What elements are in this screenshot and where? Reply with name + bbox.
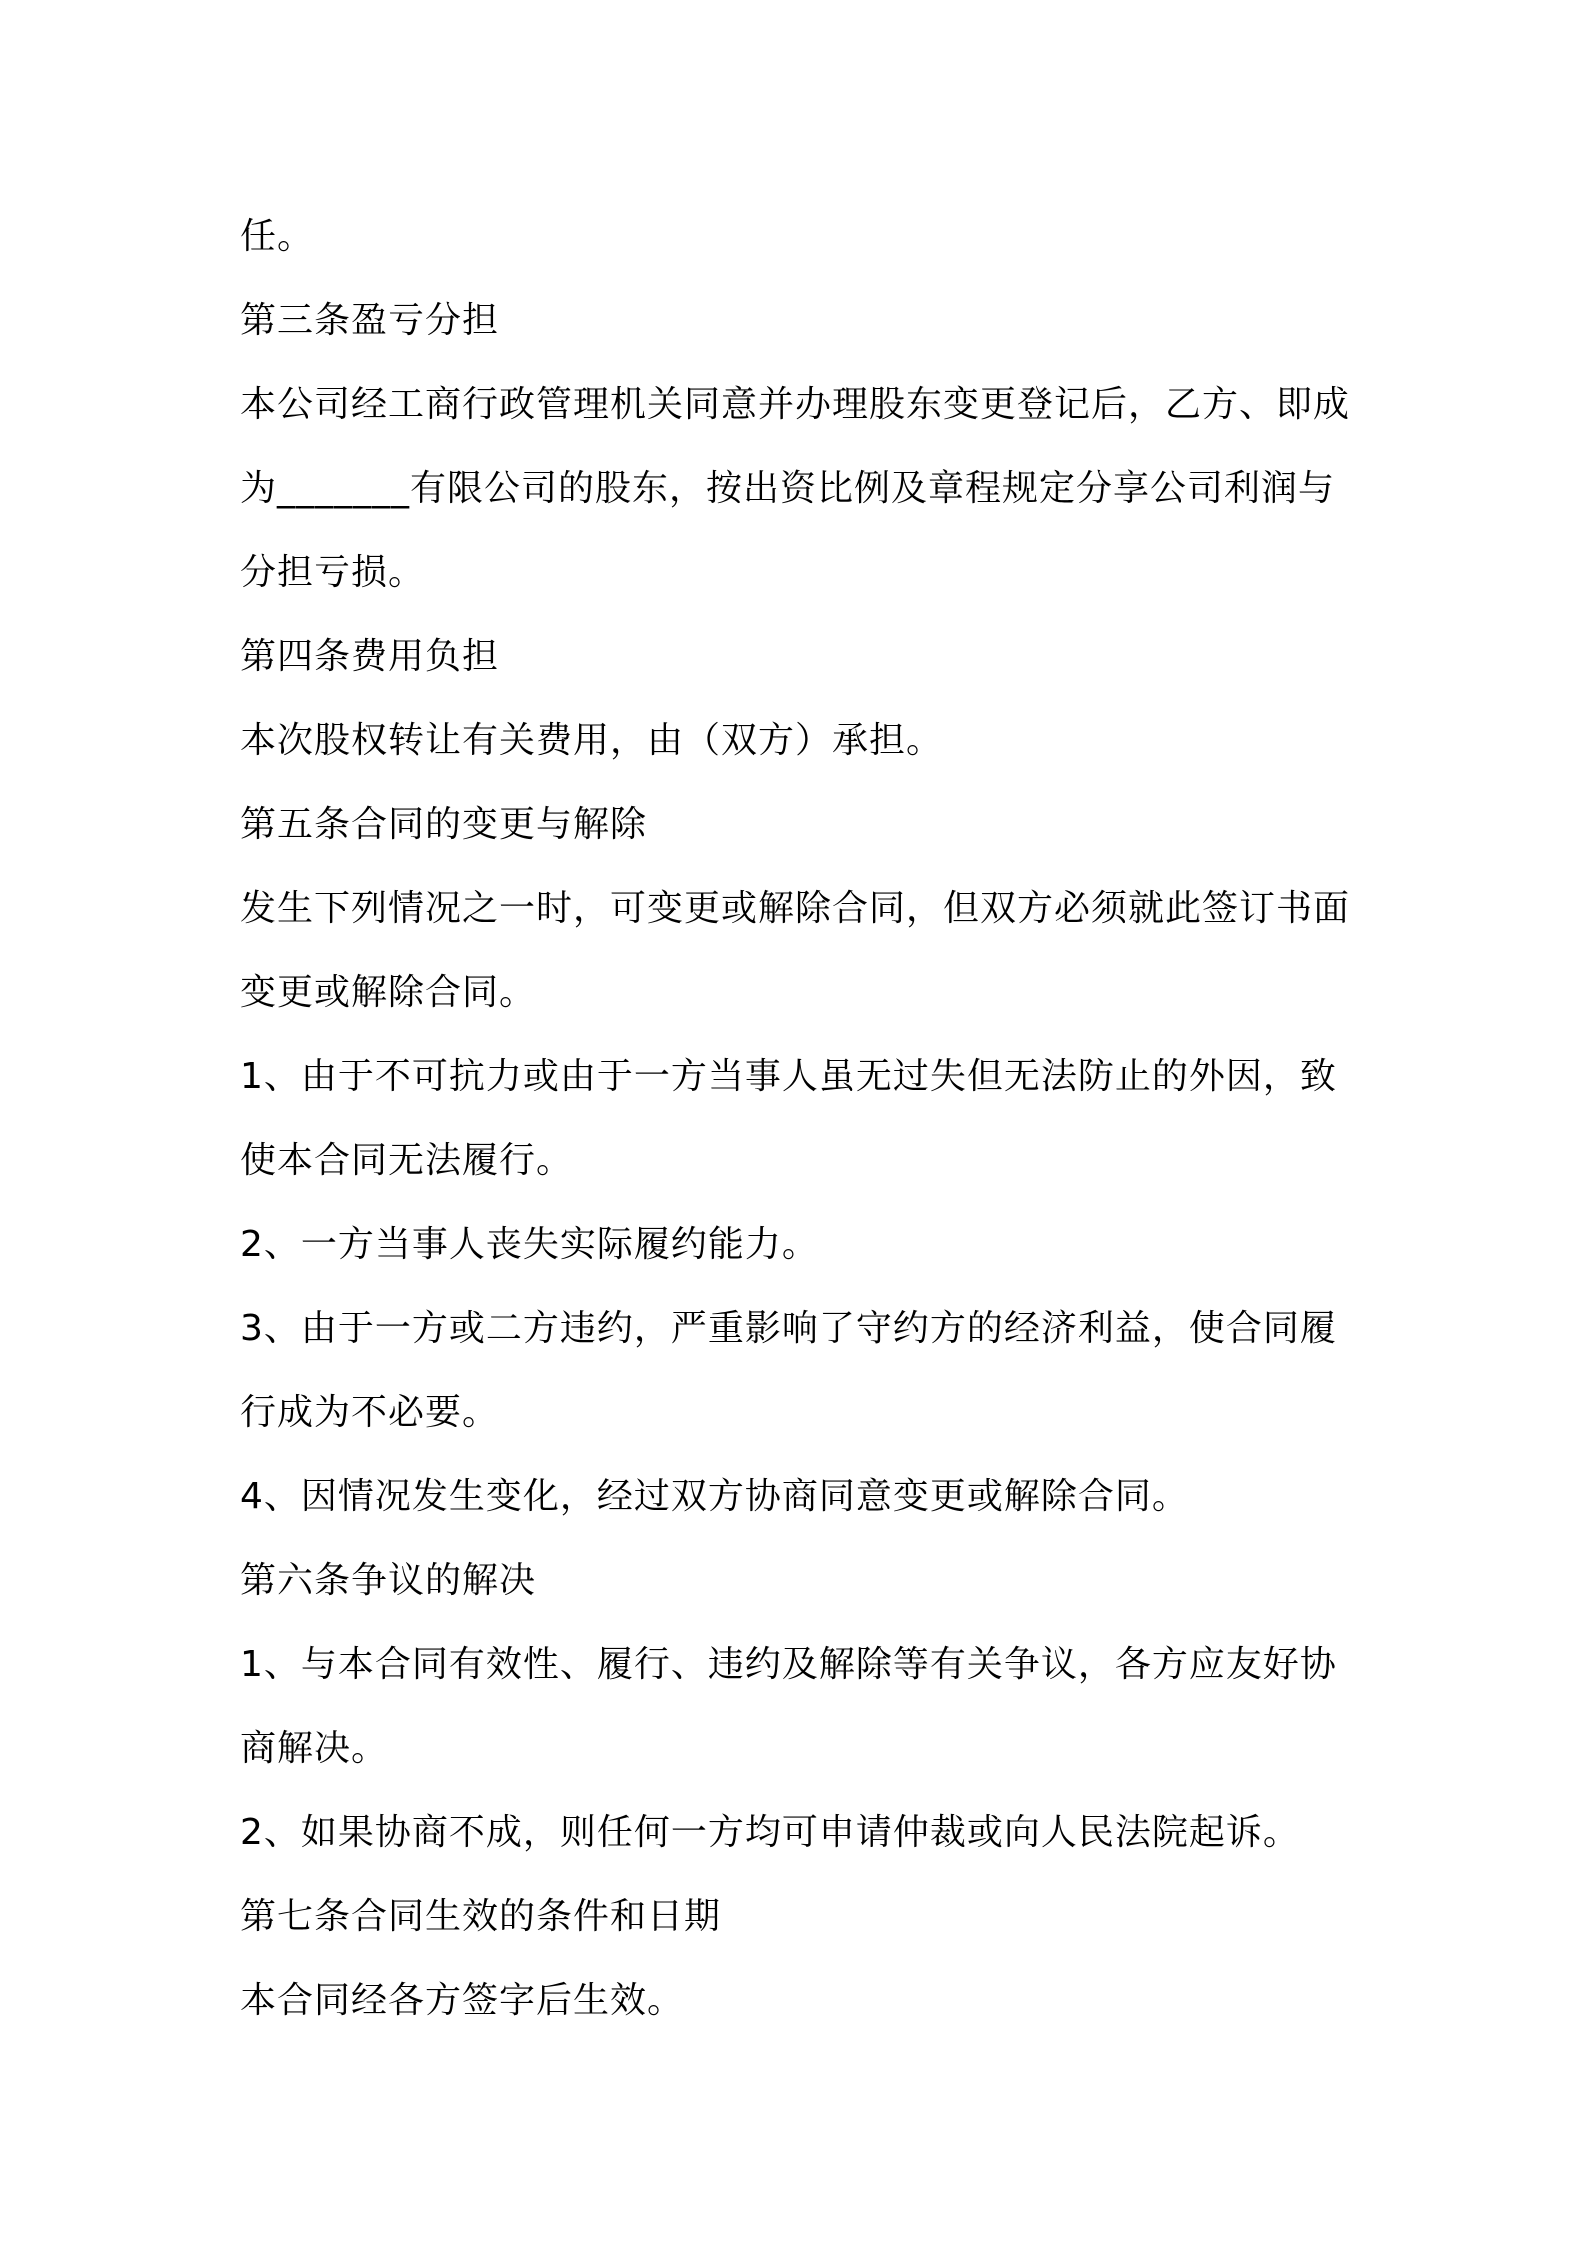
article-5-item-3 [240, 1287, 1360, 1455]
article-7-heading [240, 1875, 1360, 1959]
text-line: 4、因情况发生变化，经过双方协商同意变更或解除合同。 [240, 1476, 1189, 1517]
text-line: 发生下列情况之一时，可变更或解除合同，但双方必须就此签订书面 [240, 888, 1351, 929]
article-5-item-2 [240, 1203, 1360, 1287]
text-line: 行成为不必要。 [240, 1392, 500, 1433]
article-5-item-4 [240, 1455, 1360, 1539]
article-3-heading [240, 279, 1360, 363]
article-6-heading [240, 1539, 1360, 1623]
text-line: 2、一方当事人丧失实际履约能力。 [240, 1224, 819, 1265]
article-6-item-1 [240, 1623, 1360, 1791]
article-4-heading [240, 615, 1360, 699]
text-line: 使本合同无法履行。 [240, 1140, 574, 1181]
text-line: 2、如果协商不成，则任何一方均可申请仲裁或向人民法院起诉。 [240, 1812, 1300, 1853]
article-3-body [240, 363, 1360, 615]
text-line: 第三条盈亏分担 [240, 300, 500, 341]
paragraph-continuation [240, 195, 1360, 279]
text-line: 变更或解除合同。 [240, 972, 537, 1013]
text-line: 分担亏损。 [240, 552, 426, 593]
text-line: 1、由于不可抗力或由于一方当事人虽无过失但无法防止的外因，致 [240, 1056, 1337, 1097]
document-body [240, 195, 1360, 2043]
article-5-intro [240, 867, 1360, 1035]
article-6-item-2 [240, 1791, 1360, 1875]
text-line: 为_______有限公司的股东，按出资比例及章程规定分享公司利润与 [240, 468, 1336, 509]
article-4-body [240, 699, 1360, 783]
text-line: 第五条合同的变更与解除 [240, 804, 648, 845]
text-line: 本次股权转让有关费用，由（双方）承担。 [240, 720, 944, 761]
text-line: 本公司经工商行政管理机关同意并办理股东变更登记后，乙方、即成 [240, 384, 1351, 425]
text-line: 3、由于一方或二方违约，严重影响了守约方的经济利益，使合同履 [240, 1308, 1337, 1349]
text-line: 第七条合同生效的条件和日期 [240, 1896, 722, 1937]
text-line: 第四条费用负担 [240, 636, 500, 677]
text-line: 商解决。 [240, 1728, 389, 1769]
text-line: 任。 [240, 216, 315, 257]
article-5-heading [240, 783, 1360, 867]
text-line: 本合同经各方签字后生效。 [240, 1980, 685, 2021]
text-line: 1、与本合同有效性、履行、违约及解除等有关争议，各方应友好协 [240, 1644, 1337, 1685]
article-5-item-1 [240, 1035, 1360, 1203]
text-line: 第六条争议的解决 [240, 1560, 537, 1601]
article-7-body [240, 1959, 1360, 2043]
